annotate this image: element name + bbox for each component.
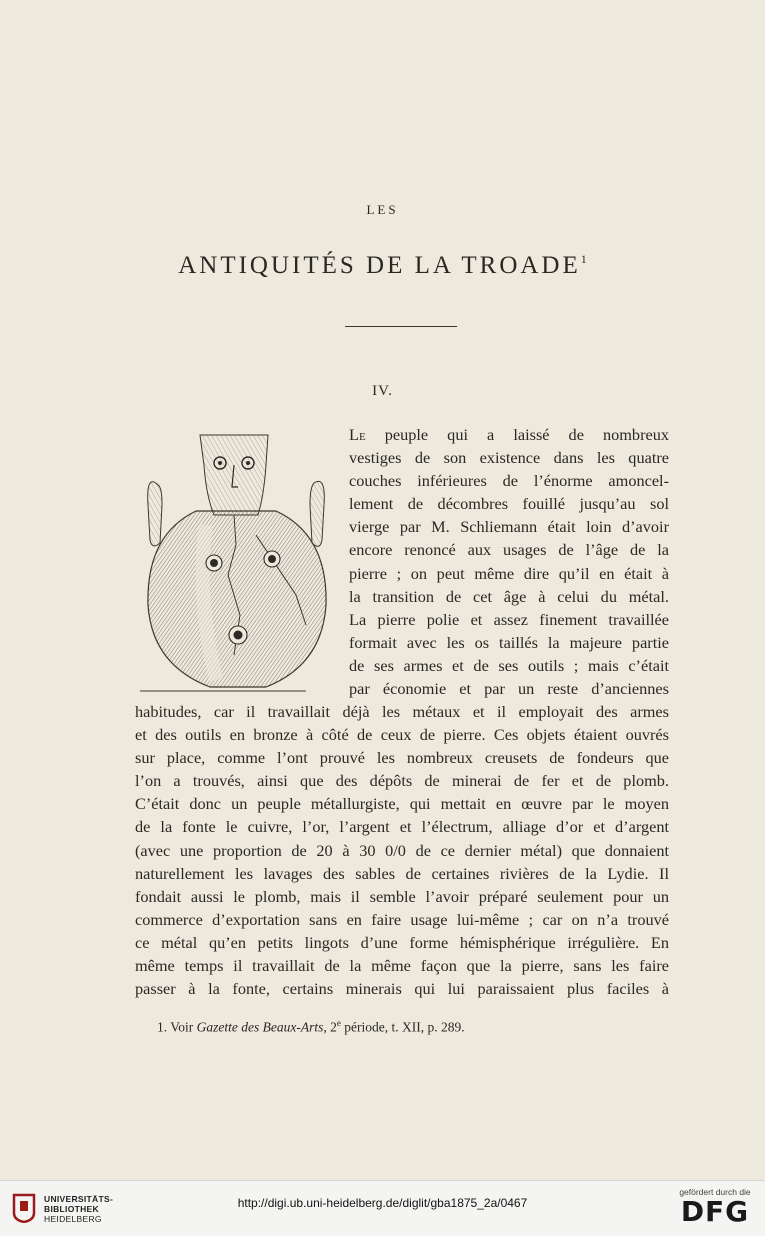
body-line: [349, 492, 669, 515]
body-line: (avec une proportion de 20 à 30 0/0 de ce dernier métal) que donnaient: [135, 840, 669, 860]
body-line-text: lement de décombres fouillé jusqu’au sol: [349, 494, 669, 514]
body-line: passer à la fonte, certains minerais qui lui paraissaient plus faciles à: [135, 979, 669, 999]
body-line: [349, 654, 669, 677]
footnote-superscript: e: [336, 1018, 341, 1028]
body-column-text: [349, 423, 669, 700]
library-name-line3: HEIDELBERG: [44, 1214, 102, 1224]
body-line-text: pierre ; on peut même dire qu’il en était à: [349, 563, 669, 583]
body-line: [349, 423, 669, 446]
vase-illustration-icon: [136, 425, 336, 695]
body-full-text: [135, 700, 669, 1000]
body-line-text: encore renoncé aux usages de l’âge de la: [349, 540, 669, 560]
title-text: ANTIQUITÉS DE LA TROADE: [178, 252, 581, 279]
body-line: [349, 585, 669, 608]
dfg-logo: DFG: [680, 1195, 750, 1228]
body-line-text: formait avec les os taillés la majeure partie: [349, 632, 669, 652]
body-line: [349, 469, 669, 492]
footnote-prefix: Voir: [170, 1019, 194, 1035]
footnote-number: 1.: [157, 1019, 168, 1035]
footnote: [157, 1018, 465, 1036]
body-line: [349, 608, 669, 631]
body-line: [349, 562, 669, 585]
library-name-line1: UNIVERSITÄTS-: [44, 1194, 114, 1204]
section-number: IV.: [372, 383, 393, 399]
drop-lead-word: Le: [349, 425, 366, 444]
body-line: habitudes, car il travaillait déjà les métaux et il employait des armes: [135, 702, 669, 721]
body-line-text: couches inférieures de l’énorme amoncel-: [349, 471, 669, 491]
body-line-text: de ses armes et de ses outils ; mais c’était: [349, 655, 669, 675]
body-line: sur place, comme l’ont prouvé les nombreux creusets de fondeurs que: [135, 748, 669, 768]
body-line: [349, 677, 669, 700]
sponsor-note: gefördert durch die: [679, 1187, 751, 1197]
footnote-reference: période, t. XII, p. 289.: [340, 1019, 465, 1035]
body-line-text: La pierre polie et assez finement travaillée: [349, 609, 669, 629]
body-line: fondait aussi le plomb, mais il semble l’avoir préparé seulement pour un: [135, 886, 669, 906]
sponsor: [675, 1187, 755, 1227]
body-line: [349, 446, 669, 469]
body-line: commerce d’exportation sans en faire usage lui-même ; car on n’a trouvé: [135, 909, 669, 929]
title-divider: [345, 326, 457, 327]
pre-title: LES: [366, 202, 399, 217]
body-line: de la fonte le cuivre, l’or, l’argent et l’électrum, alliage d’or et d’argent: [135, 817, 669, 837]
body-line: ce métal qu’en petits lingots d’une forme hémisphérique irrégulière. En: [135, 932, 669, 952]
body-line: [349, 631, 669, 654]
footnote-journal: Gazette des Beaux-Arts,: [196, 1019, 327, 1035]
permalink-url[interactable]: http://digi.ub.uni-heidelberg.de/diglit/gba1875_2a/0467: [237, 1196, 528, 1210]
title-footnote-marker: 1: [580, 252, 587, 266]
footnote-edition: 2: [326, 1019, 337, 1035]
body-line: C’était donc un peuple métallurgiste, qui mettait en œuvre par le moyen: [135, 794, 669, 814]
library-name-line2: BIBLIOTHEK: [44, 1204, 99, 1214]
article-title: [0, 252, 765, 280]
body-line: [349, 515, 669, 538]
body-line: naturellement les lavages des sables de certaines rivières de la Lydie. Il: [135, 863, 669, 883]
body-line: et des outils en bronze à côté de ceux de pierre. Ces objets étaient ouvrés: [135, 725, 669, 745]
body-line-text: la transition de cet âge à celui du métal.: [349, 586, 669, 606]
body-line-text: peuple qui a laissé de nombreux: [365, 425, 669, 444]
body-line: [349, 538, 669, 561]
body-line: l’on a trouvés, ainsi que des dépôts de minerai de fer et de plomb.: [135, 771, 669, 791]
body-line: même temps il travaillait de la même façon que la pierre, sans les faire: [135, 956, 669, 976]
footer-bar: [0, 1180, 765, 1236]
body-line-text: vierge par M. Schliemann était loin d’avoir: [349, 517, 669, 537]
body-line-text: vestiges de son existence dans les quatre: [349, 448, 669, 468]
body-line-text: par économie et par un reste d’anciennes: [349, 679, 669, 699]
